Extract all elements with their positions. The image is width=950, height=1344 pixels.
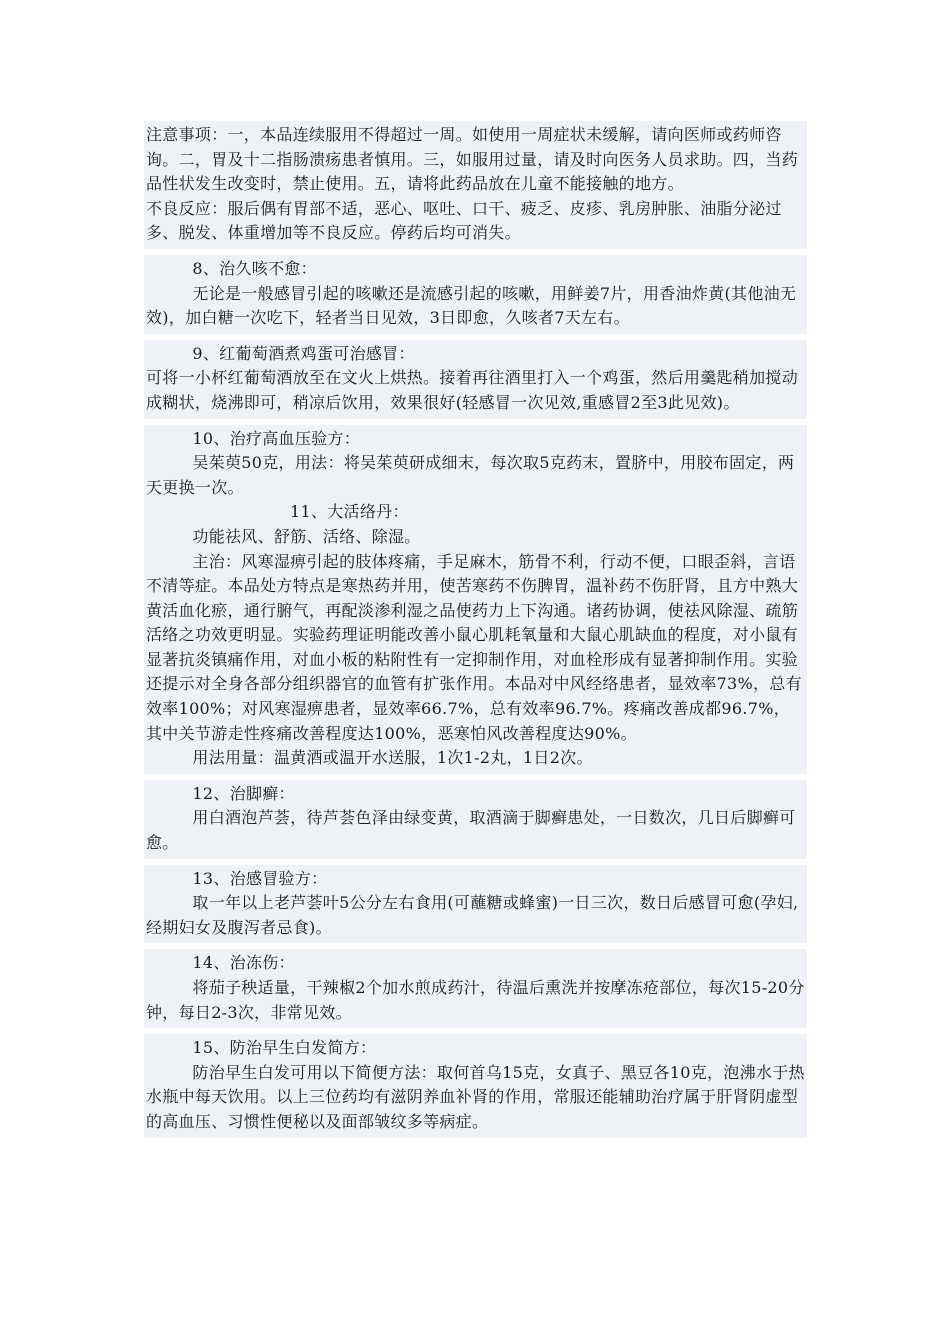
remedy-10 [144, 425, 807, 774]
remedy-15-title: 15、防治早生白发简方： [192, 1038, 377, 1058]
adverse-reactions-text: 不良反应：服后偶有胃部不适，恶心、呕吐、口干、疲乏、皮疹、乳房肿胀、油脂分泌过多、脱发、体重增加等不良反应。停药后均可消失。 [146, 198, 782, 243]
precautions-section [144, 121, 807, 249]
remedy-11-indication: 主治：风寒湿痹引起的肢体疼痛，手足麻木，筋骨不利，行动不便，口眼歪斜，言语不清等症。本品处方特点是寒热药并用，使苦寒药不伤脾胃，温补药不伤肝肾，且方中熟大黄活血化瘀，通行腑气，再配淡渗利湿之品使药力上下沟通。诸药协调，使祛风除湿、疏筋活络之功效更明显。实验药理证明能改善小鼠心肌耗氧量和大鼠心肌缺血的程度，对小鼠有显著抗炎镇痛作用，对血小板的粘附性有一定抑制作用，对血栓形成有显著抑制作用。实验还提示对全身各部分组织器官的血管有扩张作用。本品对中风经络患者，显效率73%，总有效率100%；对风寒湿痹患者，显效率66.7%，总有效率96.7%。疼痛改善成都96.7%，其中关节游走性疼痛改善程度达100%，恶寒怕风改善程度达90%。 [146, 551, 802, 743]
remedy-12-body: 用白酒泡芦荟，待芦荟色泽由绿变黄，取酒滴于脚癣患处，一日数次，几日后脚癣可愈。 [146, 808, 796, 853]
remedy-9-title: 9、红葡萄酒煮鸡蛋可治感冒： [192, 343, 415, 363]
remedy-10-title: 10、治疗高血压验方： [192, 428, 361, 448]
document-page [144, 121, 807, 1144]
remedy-13-title: 13、治感冒验方： [192, 868, 328, 888]
remedy-13-body: 取一年以上老芦荟叶5公分左右食用(可蘸糖或蜂蜜)一日三次，数日后感冒可愈(孕妇,经期妇女及腹泻者忌食)。 [146, 893, 799, 937]
remedy-8-title: 8、治久咳不愈： [192, 258, 317, 278]
remedy-9 [144, 340, 807, 419]
remedy-14-body: 将茄子秧适量，干辣椒2个加水煎成药汁，待温后熏洗并按摩冻疮部位，每次15-20分钟，每日2-3次，非常见效。 [146, 978, 805, 1022]
remedy-12 [144, 780, 807, 859]
precautions-text: 注意事项：一，本品连续服用不得超过一周。如使用一周症状未缓解，请向医师或药师咨询。二，胃及十二指肠溃疡患者慎用。三，如服用过量，请及时向医务人员求助。四，当药品性状发生改变时，禁止使用。五，请将此药品放在儿童不能接触的地方。 [146, 125, 799, 194]
remedy-11-function: 功能祛风、舒筋、活络、除湿。 [192, 526, 421, 546]
remedy-13 [144, 865, 807, 944]
remedy-14-title: 14、治冻伤： [192, 953, 295, 973]
remedy-9-body: 可将一小杯红葡萄酒放至在文火上烘热。接着再往酒里打入一个鸡蛋，然后用羹匙稍加搅动成糊状，烧沸即可，稍凉后饮用，效果很好(轻感冒一次见效,重感冒2至3此见效)。 [146, 368, 799, 412]
remedy-11-title: 11、大活络丹： [290, 502, 409, 522]
remedy-8-body: 无论是一般感冒引起的咳嗽还是流感引起的咳嗽，用鲜姜7片，用香油炸黄(其他油无效)，加白糖一次吃下，轻者当日见效，3日即愈，久咳者7天左右。 [146, 283, 797, 328]
remedy-15 [144, 1034, 807, 1137]
remedy-11-usage: 用法用量：温黄酒或温开水送服，1次1-2丸，1日2次。 [192, 748, 593, 768]
remedy-12-title: 12、治脚癣： [192, 783, 295, 803]
remedy-10-body: 吴茱萸50克，用法：将吴茱萸研成细末，每次取5克药末，置脐中，用胶布固定，两天更换一次。 [146, 453, 795, 497]
remedy-8 [144, 255, 807, 334]
remedy-14 [144, 949, 807, 1028]
remedy-15-body: 防治早生白发可用以下简便方法：取何首乌15克，女真子、黑豆各10克，泡沸水于热水瓶中每天饮用。以上三位药均有滋阴养血补肾的作用，常服还能辅助治疗属于肝肾阴虚型的高血压、习惯性便秘以及面部皱纹多等病症。 [146, 1062, 805, 1131]
